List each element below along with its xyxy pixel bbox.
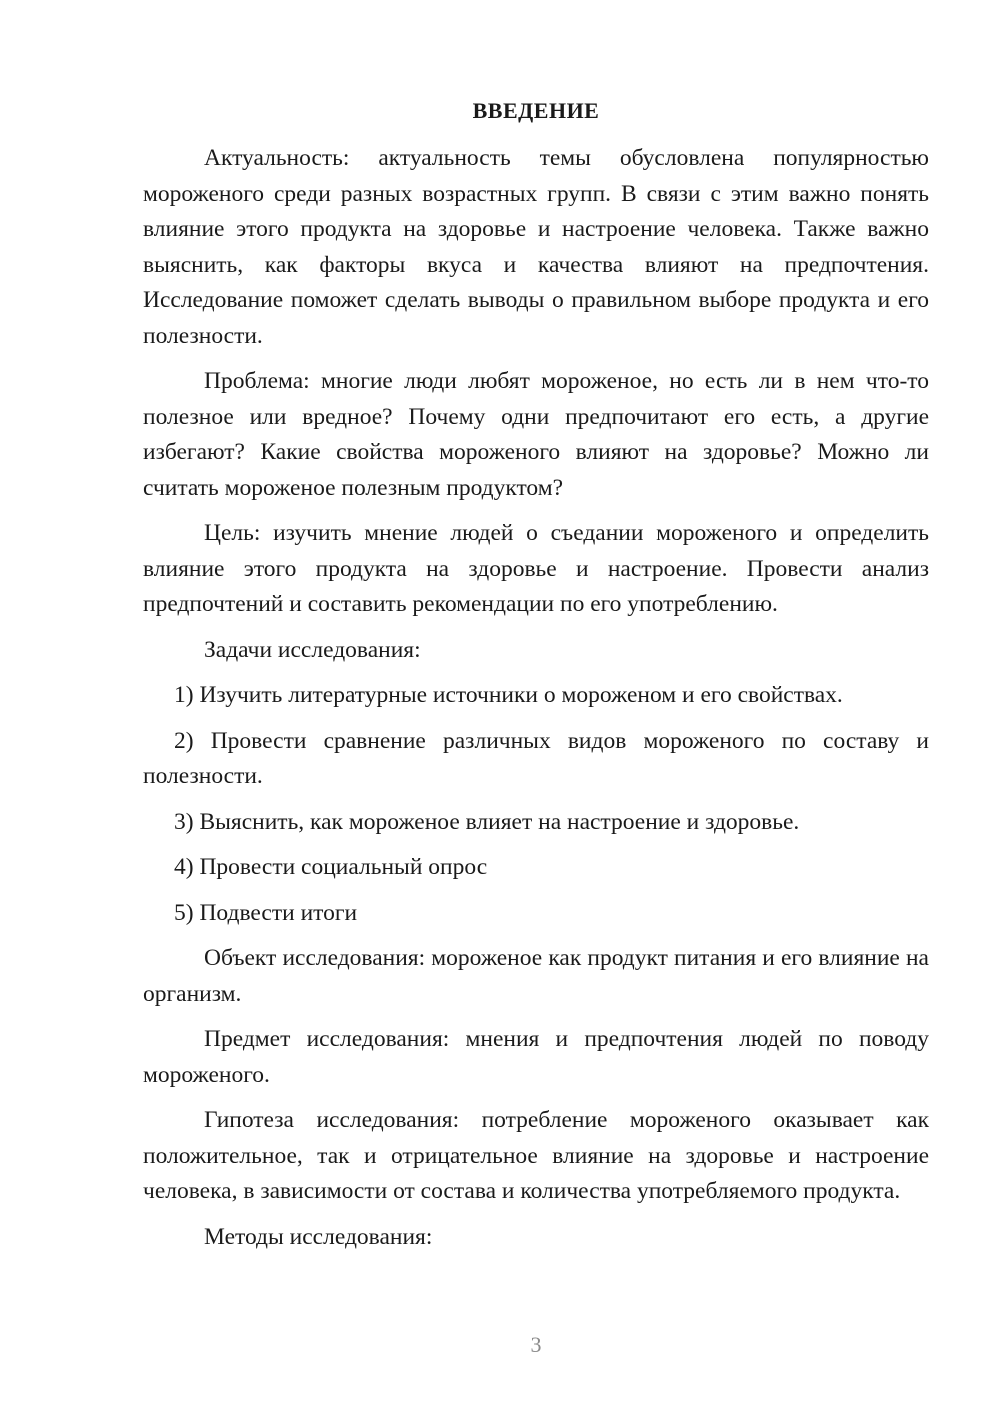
methods-title: Методы исследования: <box>204 1223 433 1250</box>
object-paragraph: Объект исследования: мороженое как продукт питания и его влияние на организм. <box>143 945 929 1007</box>
task-item: 5) Подвести итоги <box>174 899 358 926</box>
subject-paragraph: Предмет исследования: мнения и предпочтения людей по поводу мороженого. <box>143 1026 929 1088</box>
tasks-title: Задачи исследования: <box>204 636 421 663</box>
hypothesis-paragraph: Гипотеза исследования: потребление мороженого оказывает как положительное, так и отрицательное влияние на здоровье и настроение человека, в зависимости от состава и количества употребляемого продукта. <box>143 1107 929 1204</box>
relevance-paragraph: Актуальность: актуальность темы обусловлена популярностью мороженого среди разных возрастных групп. В связи с этим важно понять влияние этого продукта на здоровье и настроение человека. Также важно выяснить, как факторы вкуса и качества влияют на предпочтения. Исследование поможет сделать выводы о правильном выборе продукта и его полезности. <box>143 145 929 349</box>
problem-paragraph: Проблема: многие люди любят мороженое, но есть ли в нем что-то полезное или вредное? Почему одни предпочитают его есть, а другие избегают? Какие свойства мороженого влияют на здоровье? Можно ли считать мороженое полезным продуктом? <box>143 368 929 501</box>
page-number: 3 <box>530 1332 542 1357</box>
section-heading: ВВЕДЕНИЕ <box>472 98 600 123</box>
task-item: 4) Провести социальный опрос <box>174 854 488 880</box>
task-item: 3) Выяснить, как мороженое влияет на настроение и здоровье. <box>174 808 800 835</box>
task-item: 2) Провести сравнение различных видов мороженого по составу и полезности. <box>143 727 929 789</box>
task-item: 1) Изучить литературные источники о мороженом и его свойствах. <box>174 682 843 708</box>
goal-paragraph: Цель: изучить мнение людей о съедании мороженого и определить влияние этого продукта на здоровье и настроение. Провести анализ предпочтений и составить рекомендации по его употреблению. <box>143 520 929 617</box>
body-text <box>143 141 929 1255</box>
